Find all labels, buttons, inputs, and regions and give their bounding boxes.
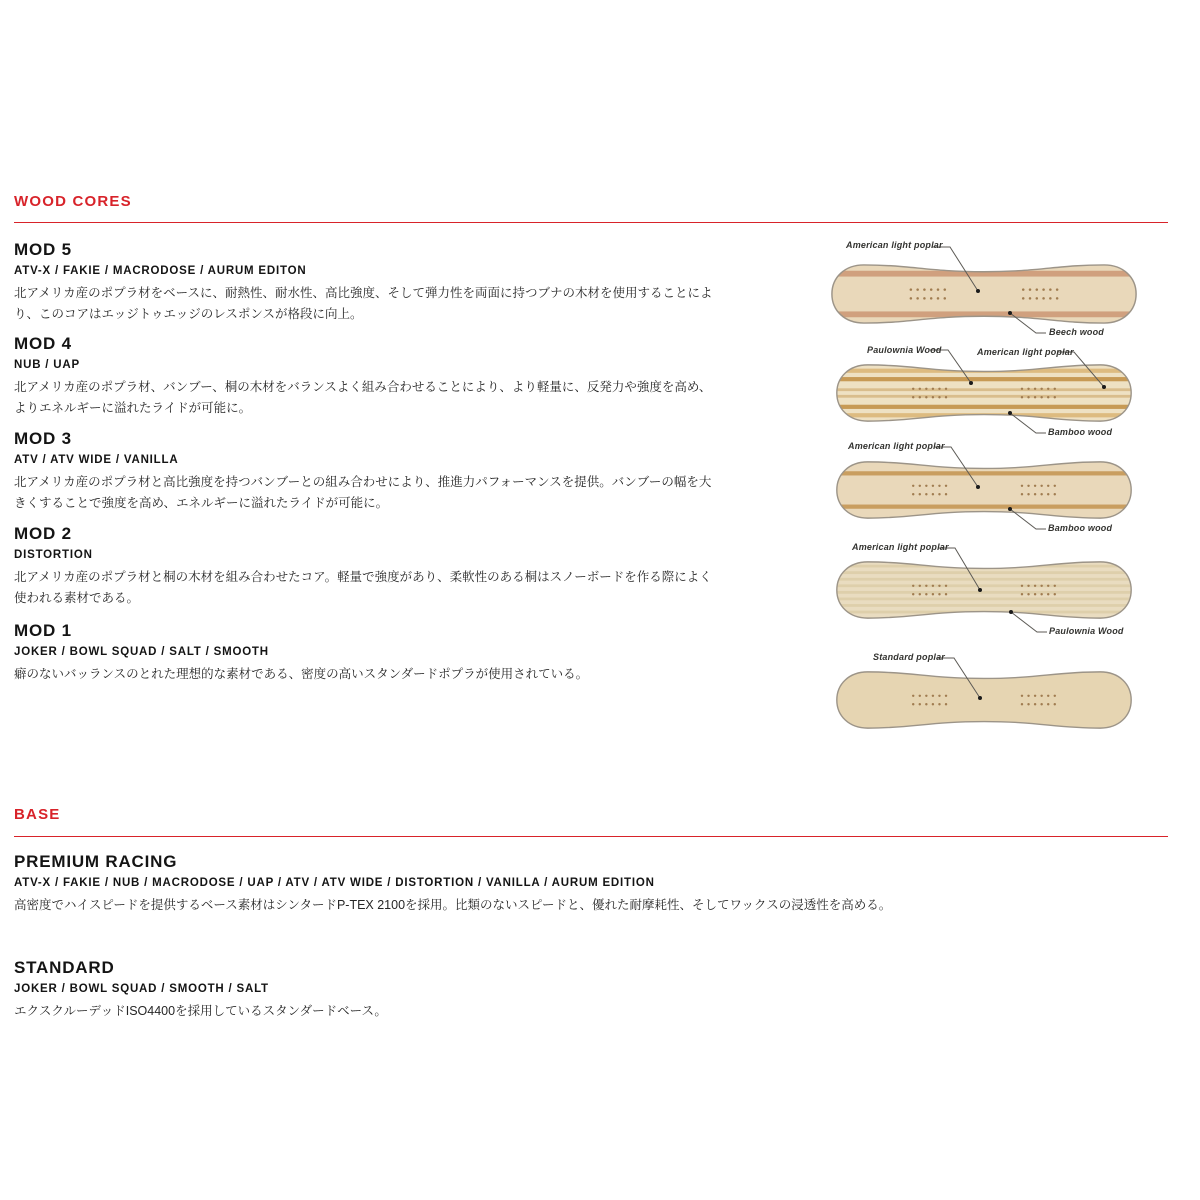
american-light-poplar-label: American light poplar [848, 441, 945, 451]
mod3-models: ATV / ATV WIDE / VANILLA [14, 454, 179, 466]
mod3-core-diagram [820, 437, 1160, 552]
mod4-name: MOD 4 [14, 334, 72, 353]
mod2-board-illustration [825, 560, 1143, 620]
mod2-section [14, 524, 724, 609]
mod3-description: 北アメリカ産のポプラ材と高比強度を持つバンブーとの組み合わせにより、推進力パフォーマンスを提供。バンブーの幅を大きくすることで強度を高め、エネルギーに溢れたライドが可能に。 [14, 475, 712, 510]
bamboo-wood-label: Bamboo wood [1048, 523, 1113, 533]
mod4-description: 北アメリカ産のポプラ材、バンブー、桐の木材をバランスよく組み合わせることにより、より軽量に、反発力や強度を高め、よりエネルギーに溢れたライドが可能に。 [14, 380, 712, 415]
mod2-core-diagram [820, 538, 1160, 653]
mod5-core-diagram [820, 236, 1160, 351]
mod3-board-illustration [825, 460, 1143, 520]
standard-poplar-label: Standard poplar [873, 652, 946, 662]
mod1-core-diagram [820, 648, 1160, 763]
mod5-description: 北アメリカ産のポプラ材をベースに、耐熱性、耐水性、高比強度、そして弾力性を両面に持つブナの木材を使用することにより、このコアはエッジトゥエッジのレスポンスが格段に向上。 [14, 286, 713, 321]
base-heading: BASE [14, 806, 61, 823]
mod4-models: NUB / UAP [14, 359, 80, 371]
mod5-models: ATV-X / FAKIE / MACRODOSE / AURUM EDITON [14, 265, 307, 277]
standard-name: STANDARD [14, 958, 115, 977]
mod5-name: MOD 5 [14, 240, 72, 259]
mod1-name: MOD 1 [14, 621, 72, 640]
base-divider [14, 836, 1168, 837]
standard-models: JOKER / BOWL SQUAD / SMOOTH / SALT [14, 983, 269, 995]
premium-racing-description: 高密度でハイスピードを提供するベース素材はシンタードP-TEX 2100を採用。比類のないスピードと、優れた耐摩耗性、そしてワックスの浸透性を高める。 [14, 898, 892, 912]
standard-description: エクスクルーデッドISO4400を採用しているスタンダードベース。 [14, 1004, 387, 1018]
american-light-poplar-label: American light poplar [977, 347, 1074, 357]
mod4-section [14, 334, 724, 419]
american-light-poplar-label: American light poplar [852, 542, 949, 552]
premium-racing-section [14, 852, 892, 916]
mod3-section [14, 429, 724, 514]
mod3-name: MOD 3 [14, 429, 72, 448]
premium-racing-name: PREMIUM RACING [14, 852, 178, 871]
wood-cores-divider [14, 222, 1168, 223]
standard-section [14, 958, 724, 1022]
mod2-models: DISTORTION [14, 549, 93, 561]
beech-wood-label: Beech wood [1049, 327, 1105, 337]
mod5-board-illustration [825, 263, 1143, 325]
bamboo-wood-label: Bamboo wood [1048, 427, 1113, 437]
mod1-board-illustration [825, 670, 1143, 730]
american-light-poplar-label: American light poplar [846, 240, 943, 250]
mod5-section [14, 240, 724, 325]
mod1-models: JOKER / BOWL SQUAD / SALT / SMOOTH [14, 646, 269, 658]
mod1-section [14, 621, 724, 685]
paulownia-wood-label: Paulownia Wood [867, 345, 942, 355]
wood-cores-heading: WOOD CORES [14, 193, 132, 210]
mod4-board-illustration [825, 363, 1143, 423]
mod1-description: 癖のないバッランスのとれた理想的な素材である、密度の高いスタンダードポプラが使用されている。 [14, 667, 589, 681]
mod2-name: MOD 2 [14, 524, 72, 543]
paulownia-wood-label: Paulownia Wood [1049, 626, 1124, 636]
mod2-description: 北アメリカ産のポプラ材と桐の木材を組み合わせたコア。軽量で強度があり、柔軟性のある桐はスノーボードを作る際によく使われる素材である。 [14, 570, 712, 605]
premium-racing-models: ATV-X / FAKIE / NUB / MACRODOSE / UAP / ATV / ATV WIDE / DISTORTION / VANILLA / AURUM EDITION [14, 877, 655, 889]
